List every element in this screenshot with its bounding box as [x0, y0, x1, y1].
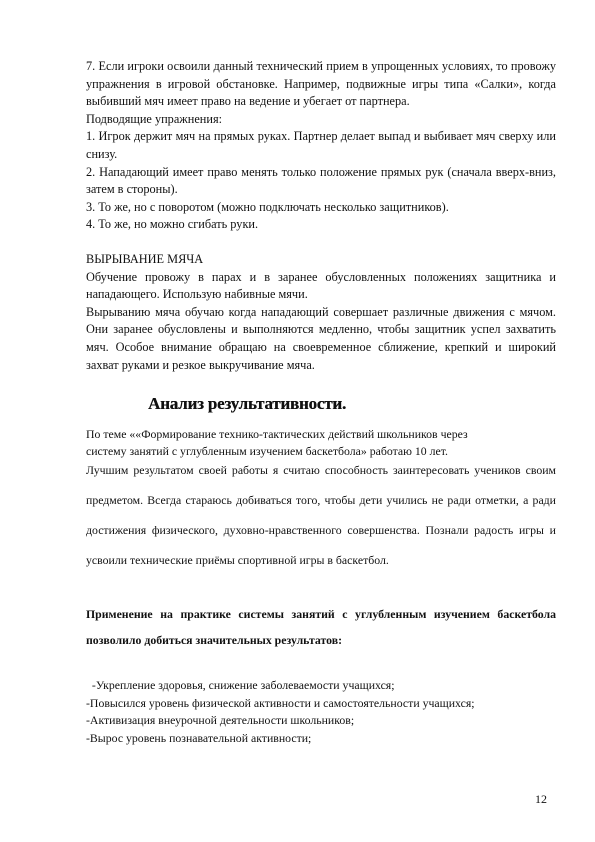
paragraph-ball-1: Обучение провожу в парах и в заранее обусловленных положениях защитника и нападающего. Использую набивные мячи.: [86, 269, 556, 302]
exercise-item: 2. Нападающий имеет право менять только положение прямых рук (сначала вверх-вниз, затем в стороны).: [86, 164, 556, 197]
paragraph-item-7: 7. Если игроки освоили данный технический прием в упрощенных условиях, то провожу упражнения в игровой обстановке. Например, подвижные игры типа «Салки», когда выбивший мяч имеет право на ведение и убегает от партнера.: [86, 59, 556, 109]
page-number: 12: [535, 792, 547, 806]
lead-exercises-label: Подводящие упражнения:: [86, 111, 223, 126]
exercise-item: 4. То же, но можно сгибать руки.: [86, 217, 259, 232]
paragraph-ball-2: Вырыванию мяча обучаю когда нападающий совершает различные движения с мячом. Они заранее обусловлены и выполняются медленно, чтобы защитник успел захватить мяч. Особое внимание обращаю на своевременное сближение, крепкий и широкий захват руками и резкое выкручивание мяча.: [86, 304, 556, 372]
document-page: [86, 58, 556, 747]
result-list-item: -Укрепление здоровья, снижение заболеваемости учащихся;: [86, 678, 395, 693]
result-list-item: -Активизация внеурочной деятельности школьников;: [86, 713, 355, 728]
analysis-title: Анализ результативности.: [148, 394, 346, 414]
result-list-item: -Вырос уровень познавательной активности;: [86, 730, 312, 745]
exercise-item: 1. Игрок держит мяч на прямых руках. Партнер делает выпад и выбивает мяч сверху или снизу.: [86, 129, 556, 161]
analysis-result-text: Лучшим результатом своей работы я считаю способность заинтересовать учеников своим предметом. Всегда стараюсь добиваться того, чтобы дети учились не ради отметки, а ради достижения физического, духовно-нравственного совершенства. Познали радость игры и усвоили технические приёмы спортивной игры в баскетбол.: [86, 463, 556, 568]
analysis-theme-line: По теме ««Формирование технико-тактических действий школьников через: [86, 427, 468, 442]
analysis-theme-line: систему занятий с углубленным изучением баскетбола» работаю 10 лет.: [86, 444, 448, 459]
result-list-item: -Повысился уровень физической активности и самостоятельности учащихся;: [86, 695, 475, 710]
application-paragraph: Применение на практике системы занятий с углубленным изучением баскетбола позволило добиться значительных результатов:: [86, 607, 556, 648]
section-heading-ball-stealing: ВЫРЫВАНИЕ МЯЧА: [86, 251, 204, 266]
exercise-item: 3. То же, но с поворотом (можно подключать несколько защитников).: [86, 199, 449, 214]
